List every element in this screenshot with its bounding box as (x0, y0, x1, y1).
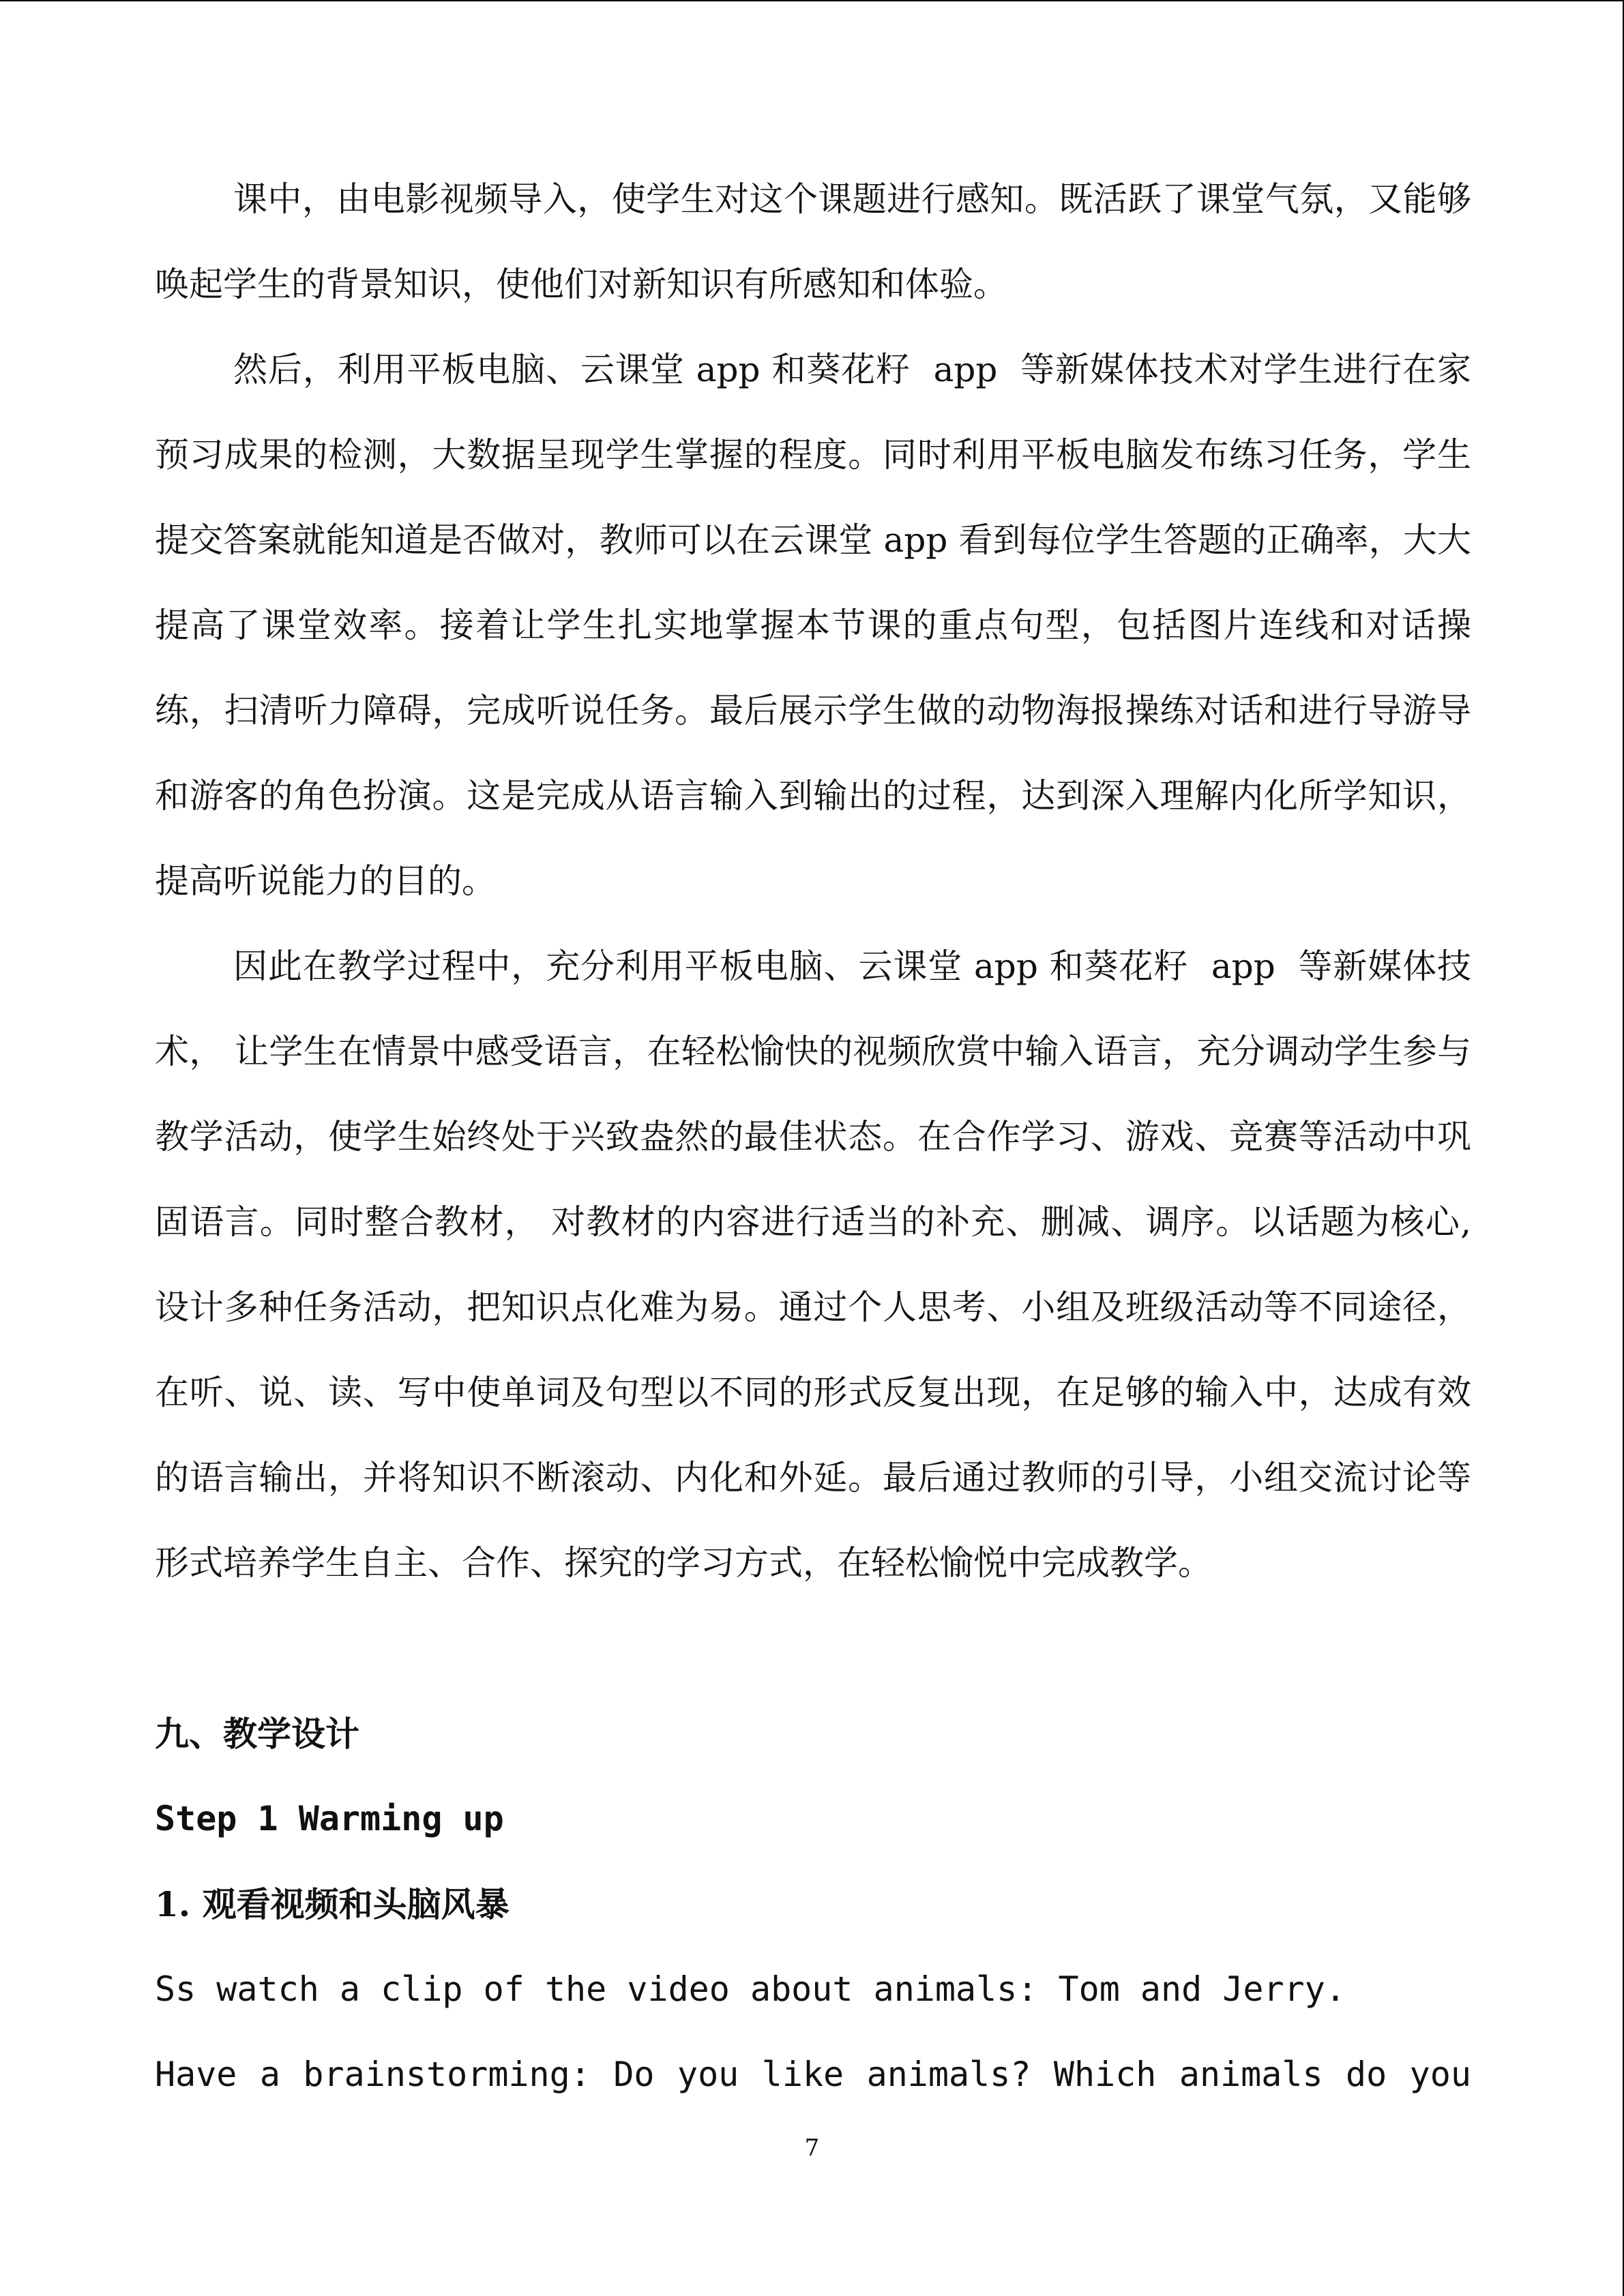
activity-line-brainstorm: Have a brainstorming: Do you like animals? Which animals do you (155, 2055, 1471, 2094)
page-number: 7 (804, 2134, 820, 2162)
section-heading: 九、教学设计 (155, 1714, 359, 1754)
paragraph-summary: 因此在教学过程中，充分利用平板电脑、云课堂 app 和葵花籽 app 等新媒体技术， 让学生在情景中感受语言，在轻松愉快的视频欣赏中输入语言，充分调动学生参与教学活动，使学生始终处于兴致盎然的最佳状态。在合作学习、游戏、竞赛等活动中巩固语言。同时整合教材， 对教材的内容进行适当的补充、删减、调序。以话题为核心,设计多种任务活动，把知识点化难为易。通过个人思考、小组及班级活动等不同途径，在听、说、读、写中使单词及句型以不同的形式反复出现，在足够的输入中，达成有效的语言输出，并将知识不断滚动、内化和外延。最后通过教师的引导，小组交流讨论等形式培养学生自主、合作、探究的学习方式，在轻松愉悦中完成教学。 (155, 946, 1471, 1583)
activity-line-video: Ss watch a clip of the video about animals: Tom and Jerry. (155, 1969, 1346, 2009)
paragraph-methods: 然后，利用平板电脑、云课堂 app 和葵花籽 app 等新媒体技术对学生进行在家预习成果的检测，大数据呈现学生掌握的程度。同时利用平板电脑发布练习任务，学生提交答案就能知道是否做对，教师可以在云课堂 app 看到每位学生答题的正确率，大大提高了课堂效率。接着让学生扎实地掌握本节课的重点句型，包括图片连线和对话操练，扫清听力障碍，完成听说任务。最后展示学生做的动物海报操练对话和进行导游导和游客的角色扮演。这是完成从语言输入到输出的过程，达到深入理解内化所学知识，提高听说能力的目的。 (155, 350, 1471, 901)
sub-heading: 1. 观看视频和头脑风暴 (155, 1884, 510, 1924)
paragraph-intro: 课中，由电影视频导入，使学生对这个课题进行感知。既活跃了课堂气氛，又能够唤起学生的背景知识，使他们对新知识有所感知和体验。 (155, 179, 1471, 304)
step-heading: Step 1 Warming up (155, 1799, 504, 1838)
